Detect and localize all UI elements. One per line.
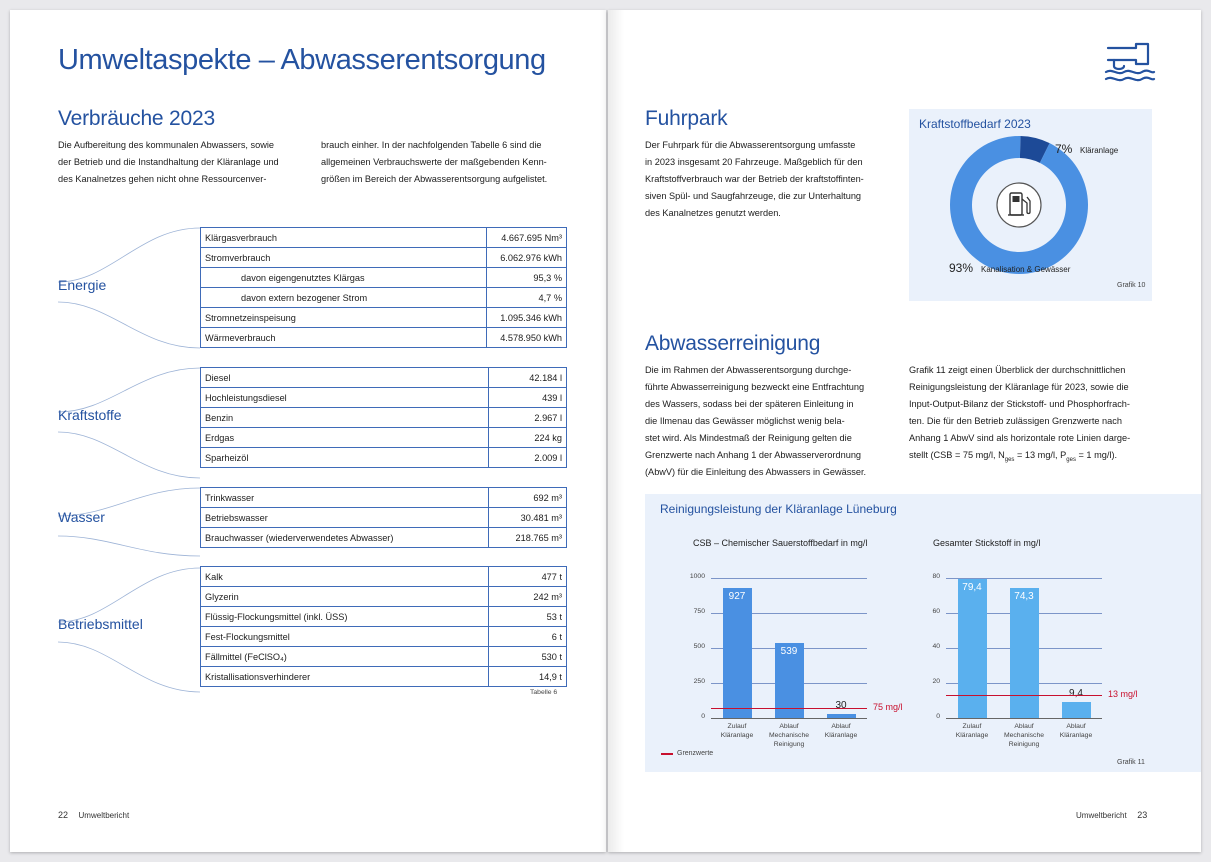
text-line: des Kanalnetzes genutzt werden. xyxy=(645,208,781,218)
table-kraftstoffe xyxy=(200,367,567,468)
row-value: 1.095.346 kWh xyxy=(487,308,567,328)
intro-col2 xyxy=(321,137,581,188)
row-label: Fällmittel (FeClSO₄) xyxy=(201,647,489,667)
table-row xyxy=(201,428,567,448)
category-line: Zulauf xyxy=(727,723,747,730)
row-label: Stromverbrauch xyxy=(201,248,487,268)
x-category-label xyxy=(943,722,1001,740)
row-label: Benzin xyxy=(201,408,489,428)
connector-line xyxy=(58,536,200,556)
y-tick-label: 250 xyxy=(693,678,705,685)
y-tick-label: 0 xyxy=(936,713,940,720)
slice-label-name: Kanalisation & Gewässer xyxy=(981,265,1071,274)
row-label: Brauchwasser (wiederverwendetes Abwasser) xyxy=(201,528,489,548)
table-row xyxy=(201,268,567,288)
table-row xyxy=(201,647,567,667)
slice-label-name: Kläranlage xyxy=(1080,146,1119,155)
row-value: 2.009 l xyxy=(489,448,567,468)
category-line: Mechanische xyxy=(1003,732,1045,739)
row-label: Kalk xyxy=(201,567,489,587)
connector-line xyxy=(58,368,200,412)
category-line: Zulauf xyxy=(962,723,982,730)
text-line: in 2023 insgesamt 20 Fahrzeuge. Maßgeblich für den xyxy=(645,157,863,167)
y-tick-label: 40 xyxy=(932,643,940,650)
text-fragment: stellt (CSB = 75 mg/l, N xyxy=(909,450,1005,460)
row-label: Sparheizöl xyxy=(201,448,489,468)
text-line: brauch einher. In der nachfolgenden Tabelle 6 sind die xyxy=(321,140,542,150)
subscript: ges xyxy=(1004,456,1015,463)
category-line: Kläranlage xyxy=(720,732,754,739)
footer-right xyxy=(1076,810,1147,820)
row-value: 6.062.976 kWh xyxy=(487,248,567,268)
text-line: größen im Bereich der Abwasserentsorgung aufgelistet. xyxy=(321,174,548,184)
table-row xyxy=(201,388,567,408)
x-category-label xyxy=(995,722,1053,749)
text-line: ten. Die für den Betrieb zulässigen Grenzwerte nach xyxy=(909,416,1122,426)
x-category-label xyxy=(1047,722,1105,740)
category-line: Ablauf xyxy=(779,723,799,730)
table-row xyxy=(201,368,567,388)
connector-line xyxy=(58,568,200,622)
row-label: Erdgas xyxy=(201,428,489,448)
wastewater-pipe-icon xyxy=(1104,42,1156,86)
y-tick-label: 0 xyxy=(701,713,705,720)
text-line: des Wassers, sodass bei der späteren Einleitung in xyxy=(645,399,854,409)
gridline xyxy=(946,718,1102,719)
row-value: 477 t xyxy=(489,567,567,587)
row-label: Diesel xyxy=(201,368,489,388)
row-value: 30.481 m³ xyxy=(489,508,567,528)
table-row xyxy=(201,508,567,528)
table-row xyxy=(201,627,567,647)
subscript: ges xyxy=(1066,456,1076,463)
table-row xyxy=(201,587,567,607)
connector-line xyxy=(58,302,200,348)
text-line: des Kanalnetzes gehen nicht ohne Ressourcenver- xyxy=(58,174,267,184)
chart-bar xyxy=(1010,588,1039,718)
row-value: 224 kg xyxy=(489,428,567,448)
left-page xyxy=(10,10,606,852)
kraftstoff-chart xyxy=(909,109,1152,301)
footer-left xyxy=(58,810,129,820)
reinigung-col2 xyxy=(909,362,1159,469)
row-label: Trinkwasser xyxy=(201,488,489,508)
table-row xyxy=(201,607,567,627)
row-value: 4.578.950 kWh xyxy=(487,328,567,348)
row-value: 95,3 % xyxy=(487,268,567,288)
chart-caption: Grafik 11 xyxy=(1117,759,1145,766)
text-line: führte Abwasserreinigung bezweckt eine Entfrachtung xyxy=(645,382,865,392)
category-line: Reinigung xyxy=(773,741,805,748)
legend-swatch xyxy=(661,753,673,755)
chart-n-area xyxy=(645,494,1201,772)
limit-line xyxy=(946,695,1102,696)
row-value: 530 t xyxy=(489,647,567,667)
reinigung-col1 xyxy=(645,362,895,481)
row-value: 4.667.695 Nm³ xyxy=(487,228,567,248)
y-tick-label: 60 xyxy=(932,608,940,615)
fuhrpark-text xyxy=(645,137,905,222)
row-label: Betriebswasser xyxy=(201,508,489,528)
text-line: die Ilmenau das Gewässer möglichst wenig bela- xyxy=(645,416,845,426)
group-label-energie: Energie xyxy=(58,277,107,293)
table-row xyxy=(201,528,567,548)
table-row xyxy=(201,308,567,328)
row-label: davon extern bezogener Strom xyxy=(201,288,487,308)
text-line: siven Spül- und Saugfahrzeuge, die zur Unterhaltung xyxy=(645,191,862,201)
text-line: Die Aufbereitung des kommunalen Abwassers, sowie xyxy=(58,140,275,150)
y-tick-label: 1000 xyxy=(689,573,705,580)
row-value: 2.967 l xyxy=(489,408,567,428)
text-line: Grafik 11 zeigt einen Überblick der durchschnittlichen xyxy=(909,365,1126,375)
text-line: (AbwV) für die Einleitung des Abwassers in Gewässer. xyxy=(645,467,867,477)
group-label-kraftstoffe: Kraftstoffe xyxy=(58,407,122,423)
category-line: Mechanische xyxy=(768,732,810,739)
row-label: Hochleistungsdiesel xyxy=(201,388,489,408)
row-label: Fest-Flockungsmittel xyxy=(201,627,489,647)
section-title: Verbräuche 2023 xyxy=(58,107,215,130)
legend-label: Grenzwerte xyxy=(677,750,714,757)
page-title: Umweltaspekte – Abwasserentsorgung xyxy=(58,44,546,76)
table-betriebsmittel xyxy=(200,566,567,687)
category-line: Reinigung xyxy=(1008,741,1040,748)
row-label: Flüssig-Flockungsmittel (inkl. ÜSS) xyxy=(201,607,489,627)
table-energie xyxy=(200,227,567,348)
connector-line xyxy=(58,228,200,282)
row-value: 4,7 % xyxy=(487,288,567,308)
reinigung-title: Abwasserreinigung xyxy=(645,332,821,355)
group-label-betriebsmittel: Betriebsmittel xyxy=(58,616,143,632)
page-number: 23 xyxy=(1137,810,1148,820)
row-label: Stromnetzeinspeisung xyxy=(201,308,487,328)
chart-bar xyxy=(958,579,987,718)
row-value: 218.765 m³ xyxy=(489,528,567,548)
table-row xyxy=(201,328,567,348)
table-row xyxy=(201,408,567,428)
category-line: Ablauf xyxy=(831,723,851,730)
row-label: Klärgasverbrauch xyxy=(201,228,487,248)
category-line: Ablauf xyxy=(1066,723,1086,730)
footer-title: Umweltbericht xyxy=(1076,811,1127,820)
connector-line xyxy=(58,432,200,478)
row-value: 14,9 t xyxy=(489,667,567,687)
slice-label-pct: 7% xyxy=(1055,142,1073,156)
fuhrpark-title: Fuhrpark xyxy=(645,107,728,130)
chart-title-csb: CSB – Chemischer Sauerstoffbedarf in mg/l xyxy=(693,538,868,548)
row-value: 692 m³ xyxy=(489,488,567,508)
text-fragment: = 1 mg/l). xyxy=(1075,450,1118,460)
page-number: 22 xyxy=(58,810,69,820)
chart-caption: Grafik 10 xyxy=(1117,282,1146,289)
bar-value-label: 9,4 xyxy=(1069,687,1083,699)
category-line: Kläranlage xyxy=(824,732,858,739)
row-value: 242 m³ xyxy=(489,587,567,607)
table-caption: Tabelle 6 xyxy=(530,689,558,696)
text-line: Kraftstoffverbrauch war der Betrieb der kraftstoffinten- xyxy=(645,174,864,184)
text-line xyxy=(909,447,1159,469)
category-line: Kläranlage xyxy=(955,732,989,739)
table-row xyxy=(201,248,567,268)
table-row xyxy=(201,288,567,308)
table-row xyxy=(201,228,567,248)
chart-title-stickstoff: Gesamter Stickstoff in mg/l xyxy=(933,538,1041,548)
row-label: davon eigengenutztes Klärgas xyxy=(201,268,487,288)
chart-group-title: Reinigungsleistung der Kläranlage Lüneburg xyxy=(660,502,897,516)
bar-value-label: 30 xyxy=(835,699,847,711)
bar-value-label: 79,4 xyxy=(962,582,982,594)
chart-bar xyxy=(1062,702,1091,718)
group-label-wasser: Wasser xyxy=(58,509,105,525)
bar-value-label: 74,3 xyxy=(1014,590,1034,602)
text-fragment: = 13 mg/l, P xyxy=(1014,450,1067,460)
row-label: Wärmeverbrauch xyxy=(201,328,487,348)
text-line: Input-Output-Bilanz der Stickstoff- und Phosphorfrach- xyxy=(909,399,1130,409)
y-tick-label: 80 xyxy=(932,573,940,580)
fuel-pump-icon xyxy=(997,183,1041,227)
limit-label: 75 mg/l xyxy=(873,701,903,712)
slice-label-pct: 93% xyxy=(949,261,974,275)
text-line: Die im Rahmen der Abwasserentsorgung durchge- xyxy=(645,365,852,375)
intro-col1 xyxy=(58,137,308,188)
table-row xyxy=(201,488,567,508)
connector-line xyxy=(58,642,200,692)
text-line: Reinigungsleistung der Kläranlage für 2023, sowie die xyxy=(909,382,1129,392)
text-line: Anhang 1 AbwV sind als horizontale rote Linien darge- xyxy=(909,433,1131,443)
bar-value-label: 539 xyxy=(780,645,798,657)
gutter-shadow xyxy=(608,10,624,852)
table-row xyxy=(201,667,567,687)
row-value: 53 t xyxy=(489,607,567,627)
y-tick-label: 750 xyxy=(693,608,705,615)
table-row xyxy=(201,567,567,587)
text-line: allgemeinen Verbrauchswerte der maßgebenden Kenn- xyxy=(321,157,547,167)
reinigung-chart xyxy=(645,494,1201,772)
text-line: Der Fuhrpark für die Abwasserentsorgung umfasste xyxy=(645,140,856,150)
y-tick-label: 20 xyxy=(932,678,940,685)
row-label: Kristallisationsverhinderer xyxy=(201,667,489,687)
table-wasser xyxy=(200,487,567,548)
category-line: Kläranlage xyxy=(1059,732,1093,739)
row-value: 6 t xyxy=(489,627,567,647)
right-page xyxy=(608,10,1201,852)
limit-label: 13 mg/l xyxy=(1108,689,1138,700)
footer-title: Umweltbericht xyxy=(78,811,130,820)
row-label: Glyzerin xyxy=(201,587,489,607)
text-line: Grenzwerte nach Anhang 1 der Abwasserverordnung xyxy=(645,450,862,460)
chart-title: Kraftstoffbedarf 2023 xyxy=(919,117,1031,131)
row-value: 42.184 l xyxy=(489,368,567,388)
y-tick-label: 500 xyxy=(693,643,705,650)
text-line: der Betrieb und die Instandhaltung der Kläranlage und xyxy=(58,157,279,167)
bar-value-label: 927 xyxy=(728,591,746,603)
category-line: Ablauf xyxy=(1014,723,1034,730)
row-value: 439 l xyxy=(489,388,567,408)
table-row xyxy=(201,448,567,468)
text-line: stet wird. Als Mindestmaß der Reinigung gelten die xyxy=(645,433,852,443)
